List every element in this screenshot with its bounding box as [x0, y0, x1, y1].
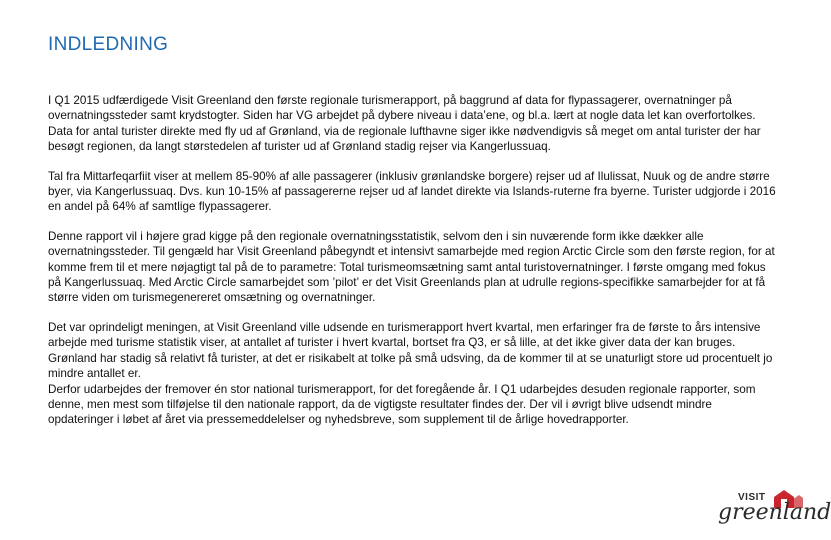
- paragraph-2: Tal fra Mittarfeqarfiit viser at mellem 85-90% af alle passagerer (inklusiv grønlandske borgere) rejser ud af Ilulissat, Nuuk og de andre større byer, via Kangerlussuaq. Dvs. kun 10-15% af passagererne rejser ud af landet direkte via Islands-ruterne fra byerne. Turister udgjorde i 2016 en andel på 64% af samtlige flypassagerer.: [48, 169, 776, 214]
- paragraph-3: Denne rapport vil i højere grad kigge på den regionale overnatningsstatistik, selvom den i sin nuværende form ikke dækker alle overnatningssteder. Til gengæld har Visit Greenland påbegyndt et intensivt samarbejde med region Arctic Circle som den første region, for at komme frem til et mere nøjagtigt tal på de to parametre: Total turismeomsætning samt antal turistovernatninger. I første omgang med fokus på Kangerlussuaq. Med Arctic Circle samarbejdet som ’pilot’ er det Visit Greenlands plan at udrulle regions-specifikke samarbejder for at få større viden om turismegenereret omsætning og overnatninger.: [48, 229, 775, 305]
- paragraph-4: Det var oprindeligt meningen, at Visit Greenland ville udsende en turismerapport hvert kvartal, men erfaringer fra de første to års intensive arbejde med turisme statistik viser, at antallet af turister i hvert kvartal, bortset fra Q3, er så lille, at det ikke giver data der kan bruges. Grønland har stadig så relativt få turister, at det er risikabelt at tolke på små udsving, da de kommer til at se unaturligt store ud procentuelt jo mindre antallet er.: [48, 320, 773, 381]
- logo-visit-text: VISIT: [738, 492, 766, 503]
- logo-greenland-text: greenland: [718, 500, 831, 525]
- paragraph-1: I Q1 2015 udfærdigede Visit Greenland den første regionale turismerapport, på baggrund af data for flypassagerer, overnatninger på overnatningssteder samt krydstogter. Siden har VG arbejdet på dybere niveau i data’ene, og bl.a. lært at nogle data let kan overfortolkes. Data for antal turister direkte med fly ud af Grønland, via de regionale lufthavne siger ikke nødvendigvis så meget om antal turister der har besøgt regionen, da langt størstedelen af turister ud af Grønland stadig rejser via Kangerlussuaq.: [48, 94, 761, 154]
- text-body: [48, 93, 776, 442]
- visit-greenland-logo: [716, 488, 831, 536]
- page-title: INDLEDNING: [48, 34, 169, 55]
- paragraph-5: Derfor udarbejdes der fremover én stor national turismerapport, for det foregående år. I Q1 udarbejdes desuden regionale rapporter, som denne, men mest som tilføjelse til den nationale rapport, da de vigtigste resultater findes der. Der vil i øvrigt blive udsendt mindre opdateringer i løbet af året via pressemeddelelser og nyhedsbreve, som supplement til de årlige hovedrapporter.: [48, 382, 756, 427]
